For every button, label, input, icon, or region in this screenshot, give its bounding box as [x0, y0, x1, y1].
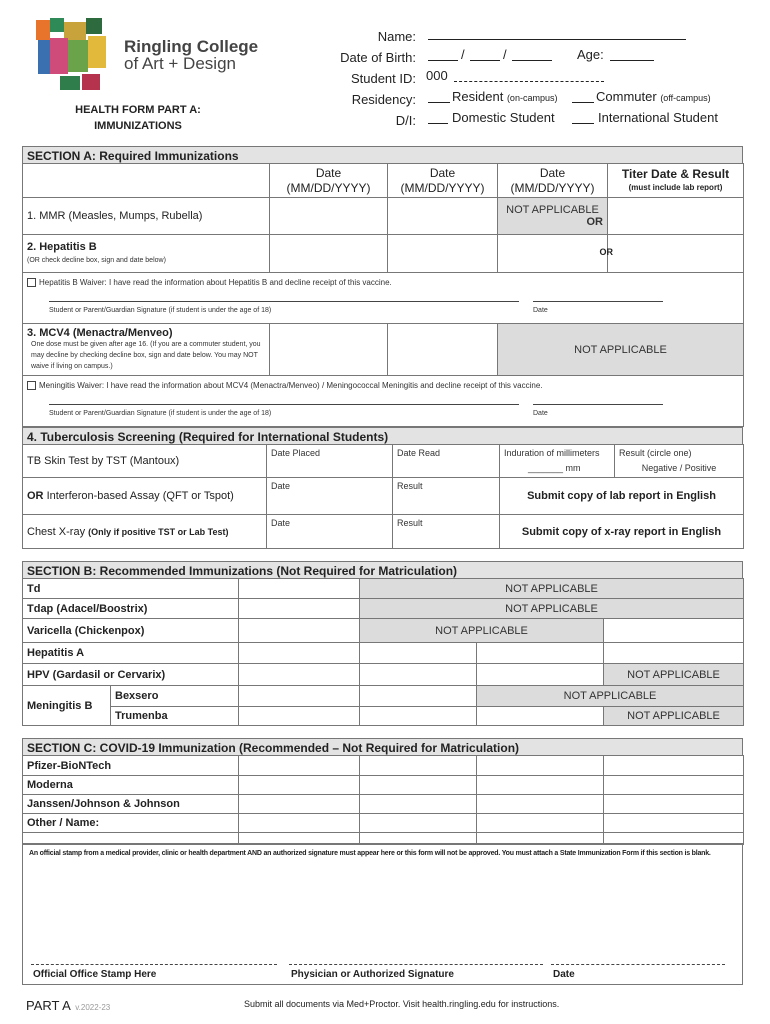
- resident-check[interactable]: [428, 102, 450, 103]
- bexsero-date-2[interactable]: [360, 686, 477, 707]
- hpv-date-1[interactable]: [239, 664, 360, 686]
- hpv-date-3[interactable]: [477, 664, 604, 686]
- other-date-3[interactable]: [477, 814, 604, 833]
- igra-result[interactable]: Result: [393, 478, 500, 515]
- hepa-date-2[interactable]: [360, 643, 477, 664]
- college-name-line1: Ringling College: [124, 37, 259, 56]
- other-date-1[interactable]: [239, 814, 360, 833]
- stamp-notice: An official stamp from a medical provider, clinic or health department AND an authorized signature must appear here or this form will not be approved. You must attach a State Immunization Form if this section is blank.: [29, 850, 711, 857]
- xray-copy-note: Submit copy of x-ray report in English: [500, 515, 744, 549]
- commuter-note: (off-campus): [660, 93, 711, 103]
- international-label: International Student: [598, 110, 718, 125]
- student-id-field[interactable]: [454, 81, 604, 82]
- tst-date-read[interactable]: Date Read: [393, 445, 500, 478]
- janssen-date-1[interactable]: [239, 795, 360, 814]
- dob-year-field[interactable]: [512, 60, 552, 61]
- stamp-box[interactable]: [22, 843, 743, 985]
- other-date-4[interactable]: [604, 814, 744, 833]
- logo-art-icon: [36, 18, 116, 92]
- section-a-table: Date (MM/DD/YYYY) Date (MM/DD/YYYY) Date (MM/DD/YYYY) Titer Date & Result (must include lab report) 1. MMR (Measles, Mumps, Rubella) NOT APPLICABLE OR 2. Hepatitis B (OR check decline box, sign and date below) OR Hepatitis B Waiver: I have read the information about Hepatitis B and decline receipt of this vaccine. Student or Parent/Guardian Signature (if student is under the age of 18) Date 3. MCV4 (Menactra/Menveo) One dose must be given after age 16. (If you are a commuter student, you may decline by checking decline box, sign and date below. You may NOT waive if living on campus.) NOT APPLICABLE Meningitis Waiver: I have read the information about MCV4 (Menactra/Menveo) / Meningococcal Meningitis and decline receipt of this vaccine. Student or Parent/Guardian Signature (if student is under the age of 18) Date: [22, 163, 744, 427]
- moderna-date-2[interactable]: [360, 776, 477, 795]
- tst-induration[interactable]: Induration of millimeters _______ mm: [500, 445, 615, 478]
- physician-label: Physician or Authorized Signature: [291, 969, 454, 980]
- janssen-date-4[interactable]: [604, 795, 744, 814]
- footer-note: Submit all documents via Med+Proctor. Visit health.ringling.edu for instructions.: [244, 999, 560, 1009]
- section-b-title: SECTION B: Recommended Immunizations (Not Required for Matriculation): [22, 561, 743, 579]
- other-date-2[interactable]: [360, 814, 477, 833]
- hepa-date-4[interactable]: [604, 643, 744, 664]
- lab-copy-note: Submit copy of lab report in English: [500, 478, 744, 515]
- di-label: D/I:: [395, 113, 416, 128]
- hpv-date-2[interactable]: [360, 664, 477, 686]
- hepb-date-1[interactable]: [270, 235, 388, 273]
- mening-signature-line[interactable]: [49, 404, 519, 405]
- tb-table: TB Skin Test by TST (Mantoux) Date Placed Date Read Induration of millimeters _______ mm Result (circle one) Negative / Positive OR Interferon-based Assay (QFT or Tspot) Date Result Submit copy of lab report in English Chest X-ray (Only if positive TST or Lab Test) Date Result Submit copy of x-ray report in English: [22, 444, 744, 549]
- mmr-label: 1. MMR (Measles, Mumps, Rubella): [23, 198, 270, 235]
- moderna-date-3[interactable]: [477, 776, 604, 795]
- pfizer-date-4[interactable]: [604, 756, 744, 776]
- international-check[interactable]: [572, 123, 594, 124]
- stamp-date-line[interactable]: [551, 964, 725, 965]
- hepb-waiver-checkbox[interactable]: [27, 278, 36, 287]
- moderna-date-1[interactable]: [239, 776, 360, 795]
- mmr-date-1[interactable]: [270, 198, 388, 235]
- name-label: Name:: [377, 29, 416, 44]
- bexsero-date-1[interactable]: [239, 686, 360, 707]
- section-c-table: Pfizer-BioNTech Moderna Janssen/Johnson & Johnson Other / Name:: [22, 755, 744, 845]
- trumenba-date-2[interactable]: [360, 707, 477, 726]
- tdap-date-1[interactable]: [239, 599, 360, 619]
- varicella-date-3[interactable]: [604, 619, 744, 643]
- footer-part: PART A v.2022-23: [26, 998, 111, 1013]
- stamp-date-label: Date: [553, 969, 575, 980]
- xray-result[interactable]: Result: [393, 515, 500, 549]
- mmr-titer[interactable]: [608, 198, 744, 235]
- mcv4-date-1[interactable]: [270, 324, 388, 376]
- resident-note: (on-campus): [506, 93, 558, 103]
- name-field[interactable]: [428, 39, 686, 40]
- form-title: HEALTH FORM PART A: IMMUNIZATIONS: [75, 104, 201, 132]
- pfizer-date-1[interactable]: [239, 756, 360, 776]
- hepb-signature-line[interactable]: [49, 301, 519, 302]
- section-b-table: Td NOT APPLICABLE Tdap (Adacel/Boostrix) NOT APPLICABLE Varicella (Chickenpox) NOT APPLICABLE Hepatitis A HPV (Gardasil or Cervarix) NOT APPLICABLE Meningitis B Bexsero NOT APPLICABLE Trumenba NOT APPLICABLE: [22, 578, 744, 726]
- resident-label: Resident: [452, 89, 504, 104]
- varicella-date-1[interactable]: [239, 619, 360, 643]
- hepb-titer[interactable]: [608, 235, 744, 273]
- janssen-date-2[interactable]: [360, 795, 477, 814]
- physician-signature-line[interactable]: [289, 964, 543, 965]
- hepb-date-2[interactable]: [388, 235, 498, 273]
- hepb-date-3[interactable]: OR: [498, 235, 608, 273]
- igra-date[interactable]: Date: [267, 478, 393, 515]
- stamp-line[interactable]: [31, 964, 277, 965]
- mmr-date-2[interactable]: [388, 198, 498, 235]
- age-field[interactable]: [610, 60, 654, 61]
- pfizer-date-2[interactable]: [360, 756, 477, 776]
- trumenba-date-3[interactable]: [477, 707, 604, 726]
- tb-title: 4. Tuberculosis Screening (Required for International Students): [22, 427, 743, 445]
- commuter-label: Commuter: [596, 89, 657, 104]
- domestic-label: Domestic Student: [452, 110, 555, 125]
- janssen-date-3[interactable]: [477, 795, 604, 814]
- tst-result[interactable]: Result (circle one) Negative / Positive: [615, 445, 744, 478]
- hepa-date-3[interactable]: [477, 643, 604, 664]
- college-logo: [36, 18, 116, 92]
- commuter-check[interactable]: [572, 102, 594, 103]
- trumenba-date-1[interactable]: [239, 707, 360, 726]
- tst-date-placed[interactable]: Date Placed: [267, 445, 393, 478]
- stamp-label: Official Office Stamp Here: [33, 969, 157, 980]
- hepb-date-line[interactable]: [533, 301, 663, 302]
- student-id-prefix: 000: [426, 68, 448, 83]
- hepa-date-1[interactable]: [239, 643, 360, 664]
- dob-month-field[interactable]: [428, 60, 458, 61]
- mcv4-date-2[interactable]: [388, 324, 498, 376]
- dob-day-field[interactable]: [470, 60, 500, 61]
- mening-date-line[interactable]: [533, 404, 663, 405]
- student-id-label: Student ID:: [350, 71, 416, 86]
- dob-label: Date of Birth:: [340, 50, 416, 65]
- moderna-date-4[interactable]: [604, 776, 744, 795]
- college-name-line2: of Art + Design: [124, 54, 236, 73]
- domestic-check[interactable]: [428, 123, 448, 124]
- age-label: Age:: [577, 47, 604, 62]
- mening-waiver-checkbox[interactable]: [27, 381, 36, 390]
- td-date-1[interactable]: [239, 579, 360, 599]
- pfizer-date-3[interactable]: [477, 756, 604, 776]
- residency-label: Residency:: [351, 92, 416, 107]
- section-c-title: SECTION C: COVID-19 Immunization (Recommended – Not Required for Matriculation): [22, 738, 743, 756]
- tst-label: TB Skin Test by TST (Mantoux): [23, 445, 267, 478]
- college-name: [124, 38, 258, 72]
- xray-date[interactable]: Date: [267, 515, 393, 549]
- header-labels: [330, 26, 416, 131]
- section-a-title: SECTION A: Required Immunizations: [22, 146, 743, 164]
